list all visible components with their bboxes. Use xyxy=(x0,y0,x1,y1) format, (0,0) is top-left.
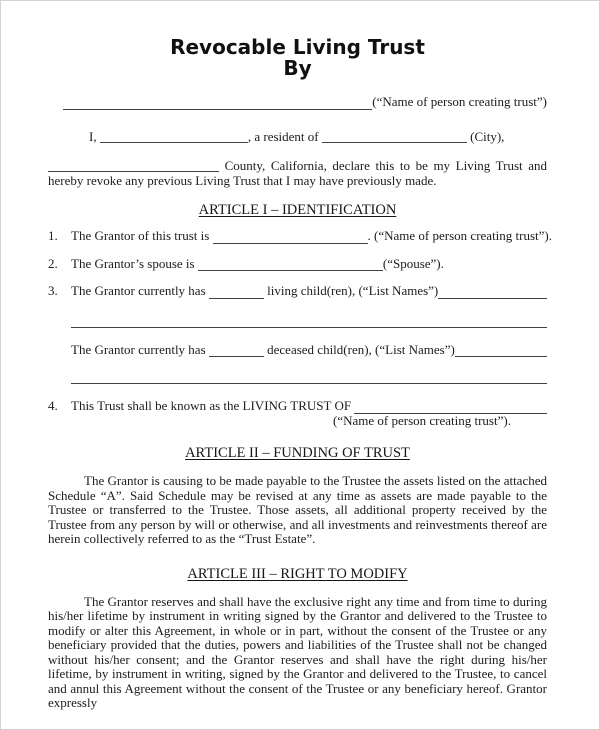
item-2-text: The Grantor’s spouse is xyxy=(71,255,198,271)
item-2-caption: (“Spouse”). xyxy=(382,255,444,271)
document-content xyxy=(1,1,599,711)
article-2-heading: ARTICLE II – FUNDING OF TRUST xyxy=(185,445,410,461)
city-blank xyxy=(322,130,467,143)
i-prefix: I, xyxy=(89,128,100,144)
item-3-names-blank xyxy=(438,284,547,299)
list-item-3 xyxy=(48,284,547,299)
grantor-name-caption: (“Name of person creating trust”) xyxy=(372,94,547,109)
living-children-names-line xyxy=(71,327,547,328)
item-4-text: This Trust shall be known as the LIVING TRUST OF xyxy=(71,398,355,413)
deceased-children-names-line xyxy=(71,383,547,384)
item-3-middle-text: living child(ren), (“List Names”) xyxy=(263,283,439,298)
deceased-names-blank xyxy=(455,343,547,358)
item-1-number: 1. xyxy=(48,228,58,243)
item-3-text: The Grantor currently has xyxy=(71,283,209,298)
deceased-count-blank xyxy=(209,343,264,358)
article-2-paragraph: The Grantor is causing to be made payable to the Trustee the assets listed on the attached Schedule “A”. Said Schedule may be revised at any time as assets are made payable to the Trustee or transferred to the Trustee. Those assets, all additional property received by the Trustee from any person by will or otherwise, and all investments and reinvestments thereof are herein collectively referred to as the “Trust Estate”. xyxy=(48,473,547,546)
deceased-children-row xyxy=(48,343,547,358)
item-4-trust-name-blank xyxy=(354,399,547,414)
item-2-blank xyxy=(198,257,383,272)
resident-text: , a resident of xyxy=(247,128,322,144)
county-blank xyxy=(48,159,219,172)
grantor-name-line xyxy=(48,95,547,110)
county-paragraph-text: County, California, declare this to be my Living Trust and hereby revoke any previous Living Trust that I may have previously made. xyxy=(48,158,547,188)
document-title-by: By xyxy=(283,56,312,80)
resident-line xyxy=(48,130,547,145)
grantor-name-blank xyxy=(63,95,372,110)
deceased-middle-text: deceased child(ren), (“List Names”) xyxy=(263,341,455,357)
item-1-caption: . (“Name of person creating trust”). xyxy=(367,228,552,243)
declarant-name-blank xyxy=(100,130,248,143)
item-3-count-blank xyxy=(209,284,264,299)
item-4-caption: (“Name of person creating trust”). xyxy=(333,412,511,428)
deceased-row-number xyxy=(48,343,71,358)
county-paragraph xyxy=(48,159,547,188)
article-1-heading: ARTICLE I – IDENTIFICATION xyxy=(198,202,397,218)
deceased-row-text: The Grantor currently has xyxy=(71,341,209,357)
list-item-2 xyxy=(48,257,547,272)
item-3-number: 3. xyxy=(48,283,58,298)
city-caption: (City), xyxy=(466,128,505,144)
document-title: Revocable Living Trust xyxy=(170,35,425,59)
article-3-heading: ARTICLE III – RIGHT TO MODIFY xyxy=(187,565,408,582)
list-item-1 xyxy=(48,228,552,244)
item-4-number: 4. xyxy=(48,398,58,413)
article-3-paragraph: The Grantor reserves and shall have the exclusive right any time and from time to during his/her lifetime by instrument in writing signed by the Grantor and delivered to the Trustee to modify or alter this Agreement, in whole or in part, without the consent of the Trustee or any beneficiary provided that the duties, powers and liabilities of the Trustee shall not be changed without his/her consent; and the Grantor reserves and shall have the right during his/her lifetime, by instrument in writing, signed by the Grantor and delivered to the Trustee, to cancel and annul this Agreement without the consent of the Trustee or any beneficiary hereof. Grantor expressly xyxy=(48,593,547,710)
item-1-text: The Grantor of this trust is xyxy=(71,228,213,243)
list-item-4 xyxy=(48,399,547,414)
item-1-blank xyxy=(213,229,368,244)
item-2-number: 2. xyxy=(48,255,58,271)
